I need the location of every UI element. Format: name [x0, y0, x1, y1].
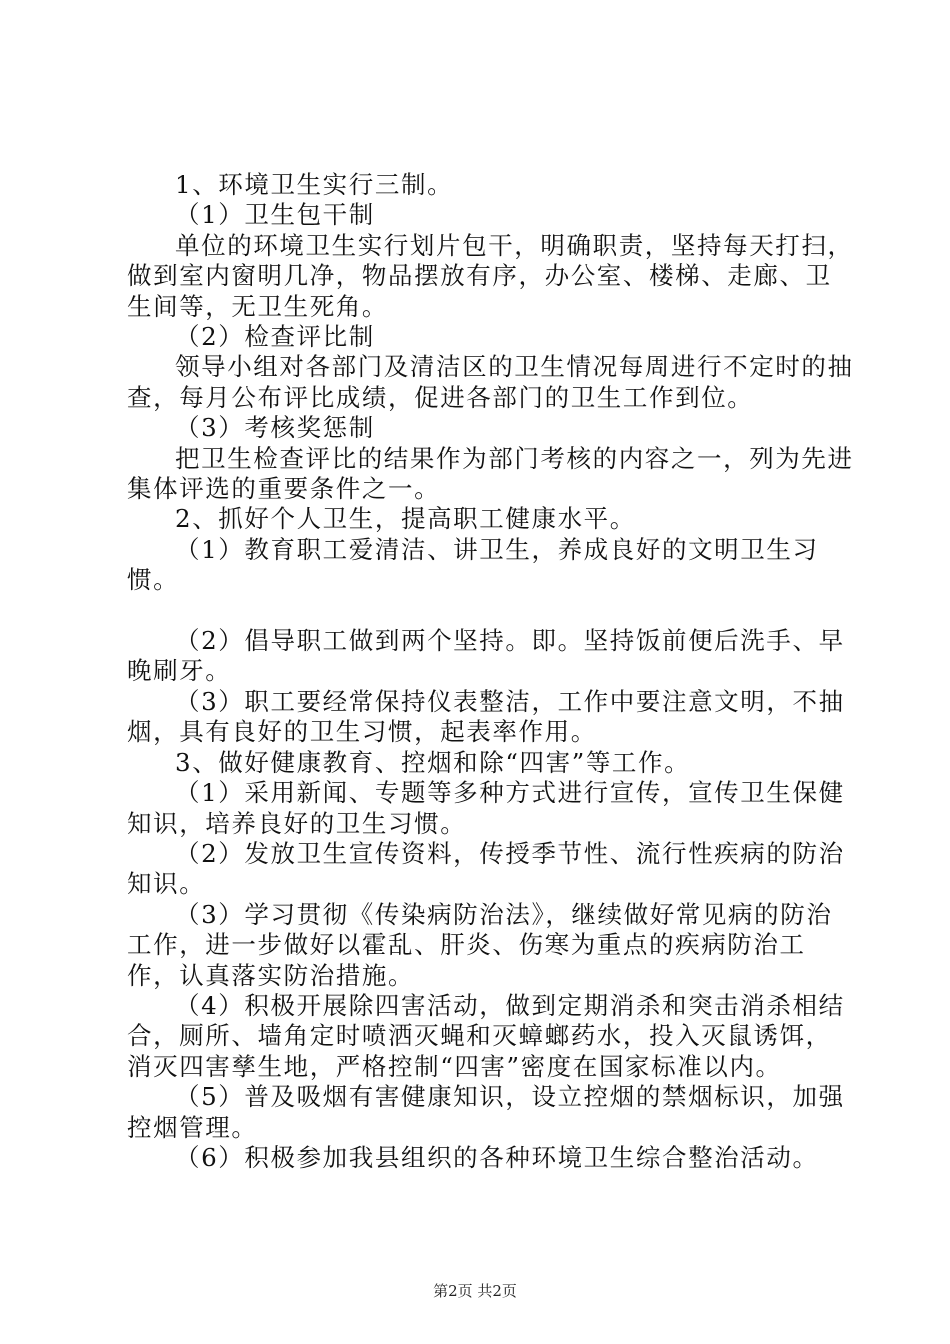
- section-heading-1: 1、环境卫生实行三制。: [175, 170, 454, 199]
- blank-line: [127, 596, 857, 626]
- section-heading-3: 3、做好健康教育、控烟和除“四害”等工作。: [175, 747, 691, 777]
- list-item-3-3: （3）学习贯彻《传染病防治法》，继续做好常见病的防治工作，进一步做好以霍乱、肝炎、伤寒为重点的疾病防治工作，认真落实防治措施。: [127, 899, 833, 990]
- list-item-3-6: （6）积极参加我县组织的各种环境卫生综合整治活动。: [175, 1142, 819, 1172]
- document-body: [127, 170, 857, 1173]
- subheading-1-3: （3）考核奖惩制: [175, 413, 375, 443]
- list-item-3-1: （1）采用新闻、专题等多种方式进行宣传，宣传卫生保健知识，培养良好的卫生习惯。: [127, 778, 845, 838]
- paragraph-1-2: 领导小组对各部门及清洁区的卫生情况每周进行不定时的抽查，每月公布评比成绩，促进各部门的卫生工作到位。: [127, 352, 854, 412]
- list-item-2-2: （2）倡导职工做到两个坚持。即。坚持饭前便后洗手、早晚刷牙。: [127, 626, 845, 686]
- list-item-2-1: （1）教育职工爱清洁、讲卫生，养成良好的文明卫生习惯。: [127, 534, 819, 595]
- list-item-3-4: （4）积极开展除四害活动，做到定期消杀和突击消杀相结合，厕所、墙角定时喷洒灭蝇和灭蟑螂药水，投入灭鼠诱饵，消灭四害孳生地，严格控制“四害”密度在国家标准以内。: [127, 990, 845, 1081]
- list-item-3-2: （2）发放卫生宣传资料，传授季节性、流行性疾病的防治知识。: [127, 838, 845, 899]
- subheading-1-2: （2）检查评比制: [175, 322, 375, 352]
- page-footer: 第2页 共2页: [433, 1282, 517, 1300]
- paragraph-1-3: 把卫生检查评比的结果作为部门考核的内容之一，列为先进集体评选的重要条件之一。: [127, 443, 854, 504]
- subheading-1-1: （1）卫生包干制: [175, 200, 375, 230]
- section-heading-2: 2、抓好个人卫生，提高职工健康水平。: [175, 504, 636, 534]
- list-item-3-5: （5）普及吸烟有害健康知识，设立控烟的禁烟标识，加强控烟管理。: [127, 1082, 845, 1142]
- paragraph-1-1: 单位的环境卫生实行划片包干，明确职责，坚持每天打扫，做到室内窗明几净，物品摆放有序，办公室、楼梯、走廊、卫生间等，无卫生死角。: [127, 230, 854, 321]
- list-item-2-3: （3）职工要经常保持仪表整洁，工作中要注意文明，不抽烟，具有良好的卫生习惯，起表率作用。: [127, 686, 845, 747]
